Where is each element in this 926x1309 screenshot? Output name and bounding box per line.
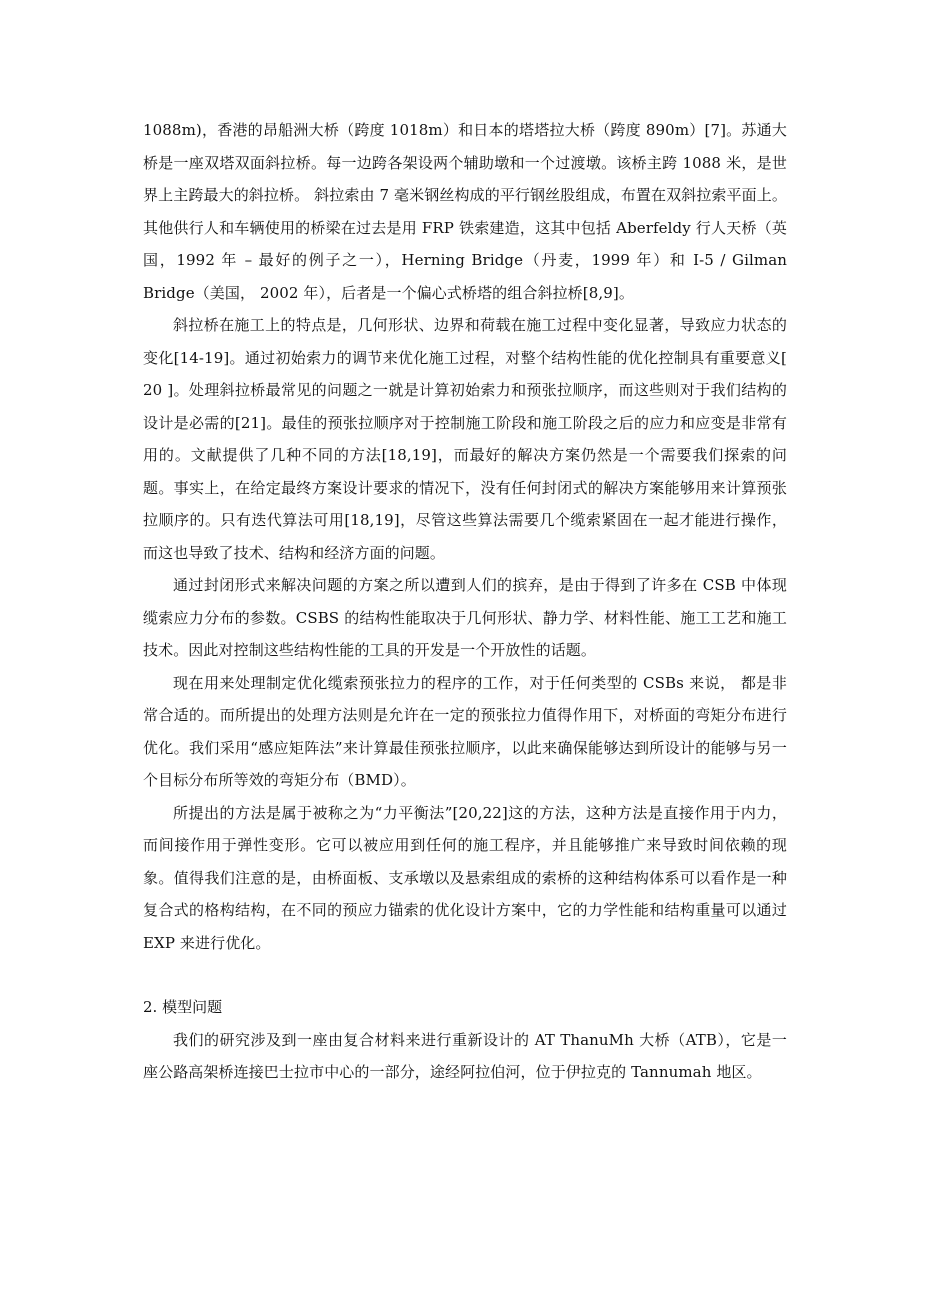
body-text bbox=[143, 114, 787, 1089]
section-paragraph: 我们的研究涉及到一座由复合材料来进行重新设计的 AT ThanuMh 大桥（ATB），它是一座公路高架桥连接巴士拉市中心的一部分，途经阿拉伯河，位于伊拉克的 Tannumah 地区。 bbox=[143, 1030, 787, 1081]
paragraph-3: 通过封闭形式来解决问题的方案之所以遭到人们的摈弃，是由于得到了许多在 CSB 中体现缆索应力分布的参数。CSBS 的结构性能取决于几何形状、静力学、材料性能、施工工艺和施工技术。因此对控制这些结构性能的工具的开发是一个开放性的话题。 bbox=[143, 576, 787, 659]
section-heading: 2. 模型问题 bbox=[143, 998, 223, 1016]
paragraph-2: 斜拉桥在施工上的特点是，几何形状、边界和荷载在施工过程中变化显著，导致应力状态的变化[14-19]。通过初始索力的调节来优化施工过程，对整个结构性能的优化控制具有重要意义[ 20 ]。处理斜拉桥最常见的问题之一就是计算初始索力和预张拉顺序，而这些则对于我们结构的设计是必需的[21]。最佳的预张拉顺序对于控制施工阶段和施工阶段之后的应力和应变是非常有用的。文献提供了几种不同的方法[18,19]，而最好的解决方案仍然是一个需要我们探索的问题。事实上，在给定最终方案设计要求的情况下，没有任何封闭式的解决方案能够用来计算预张拉顺序的。只有迭代算法可用[18,19]，尽管这些算法需要几个缆索紧固在一起才能进行操作，而这也导致了技术、结构和经济方面的问题。 bbox=[143, 316, 787, 562]
paragraph-4: 现在用来处理制定优化缆索预张拉力的程序的工作，对于任何类型的 CSBs 来说， 都是非常合适的。而所提出的处理方法则是允许在一定的预张拉力值得作用下，对桥面的弯矩分布进行优化。我们采用“感应矩阵法”来计算最佳预张拉顺序，以此来确保能够达到所设计的能够与另一个目标分布所等效的弯矩分布（BMD）。 bbox=[143, 673, 787, 789]
paragraph-1: 1088m)，香港的昂船洲大桥（跨度 1018m）和日本的塔塔拉大桥（跨度 890m）[7]。苏通大桥是一座双塔双面斜拉桥。每一边跨各架设两个辅助墩和一个过渡墩。该桥主跨 1088 米，是世界上主跨最大的斜拉桥。 斜拉索由 7 毫米钢丝构成的平行钢丝股组成，布置在双斜拉索平面上。 其他供行人和车辆使用的桥梁在过去是用 FRP 铁索建造，这其中包括 Aberfeldy 行人天桥（英国，1992 年 – 最好的例子之一），Herning Bridge（丹麦，1999 年）和 I-5 / Gilman Bridge（美国， 2002 年），后者是一个偏心式桥塔的组合斜拉桥[8,9]。 bbox=[143, 121, 787, 302]
paragraph-5: 所提出的方法是属于被称之为“力平衡法”[20,22]这的方法，这种方法是直接作用于内力，而间接作用于弹性变形。它可以被应用到任何的施工程序，并且能够推广来导致时间依赖的现象。值得我们注意的是，由桥面板、支承墩以及悬索组成的索桥的这种结构体系可以看作是一种复合式的格构结构，在不同的预应力锚索的优化设计方案中，它的力学性能和结构重量可以通过 EXP 来进行优化。 bbox=[143, 803, 787, 952]
